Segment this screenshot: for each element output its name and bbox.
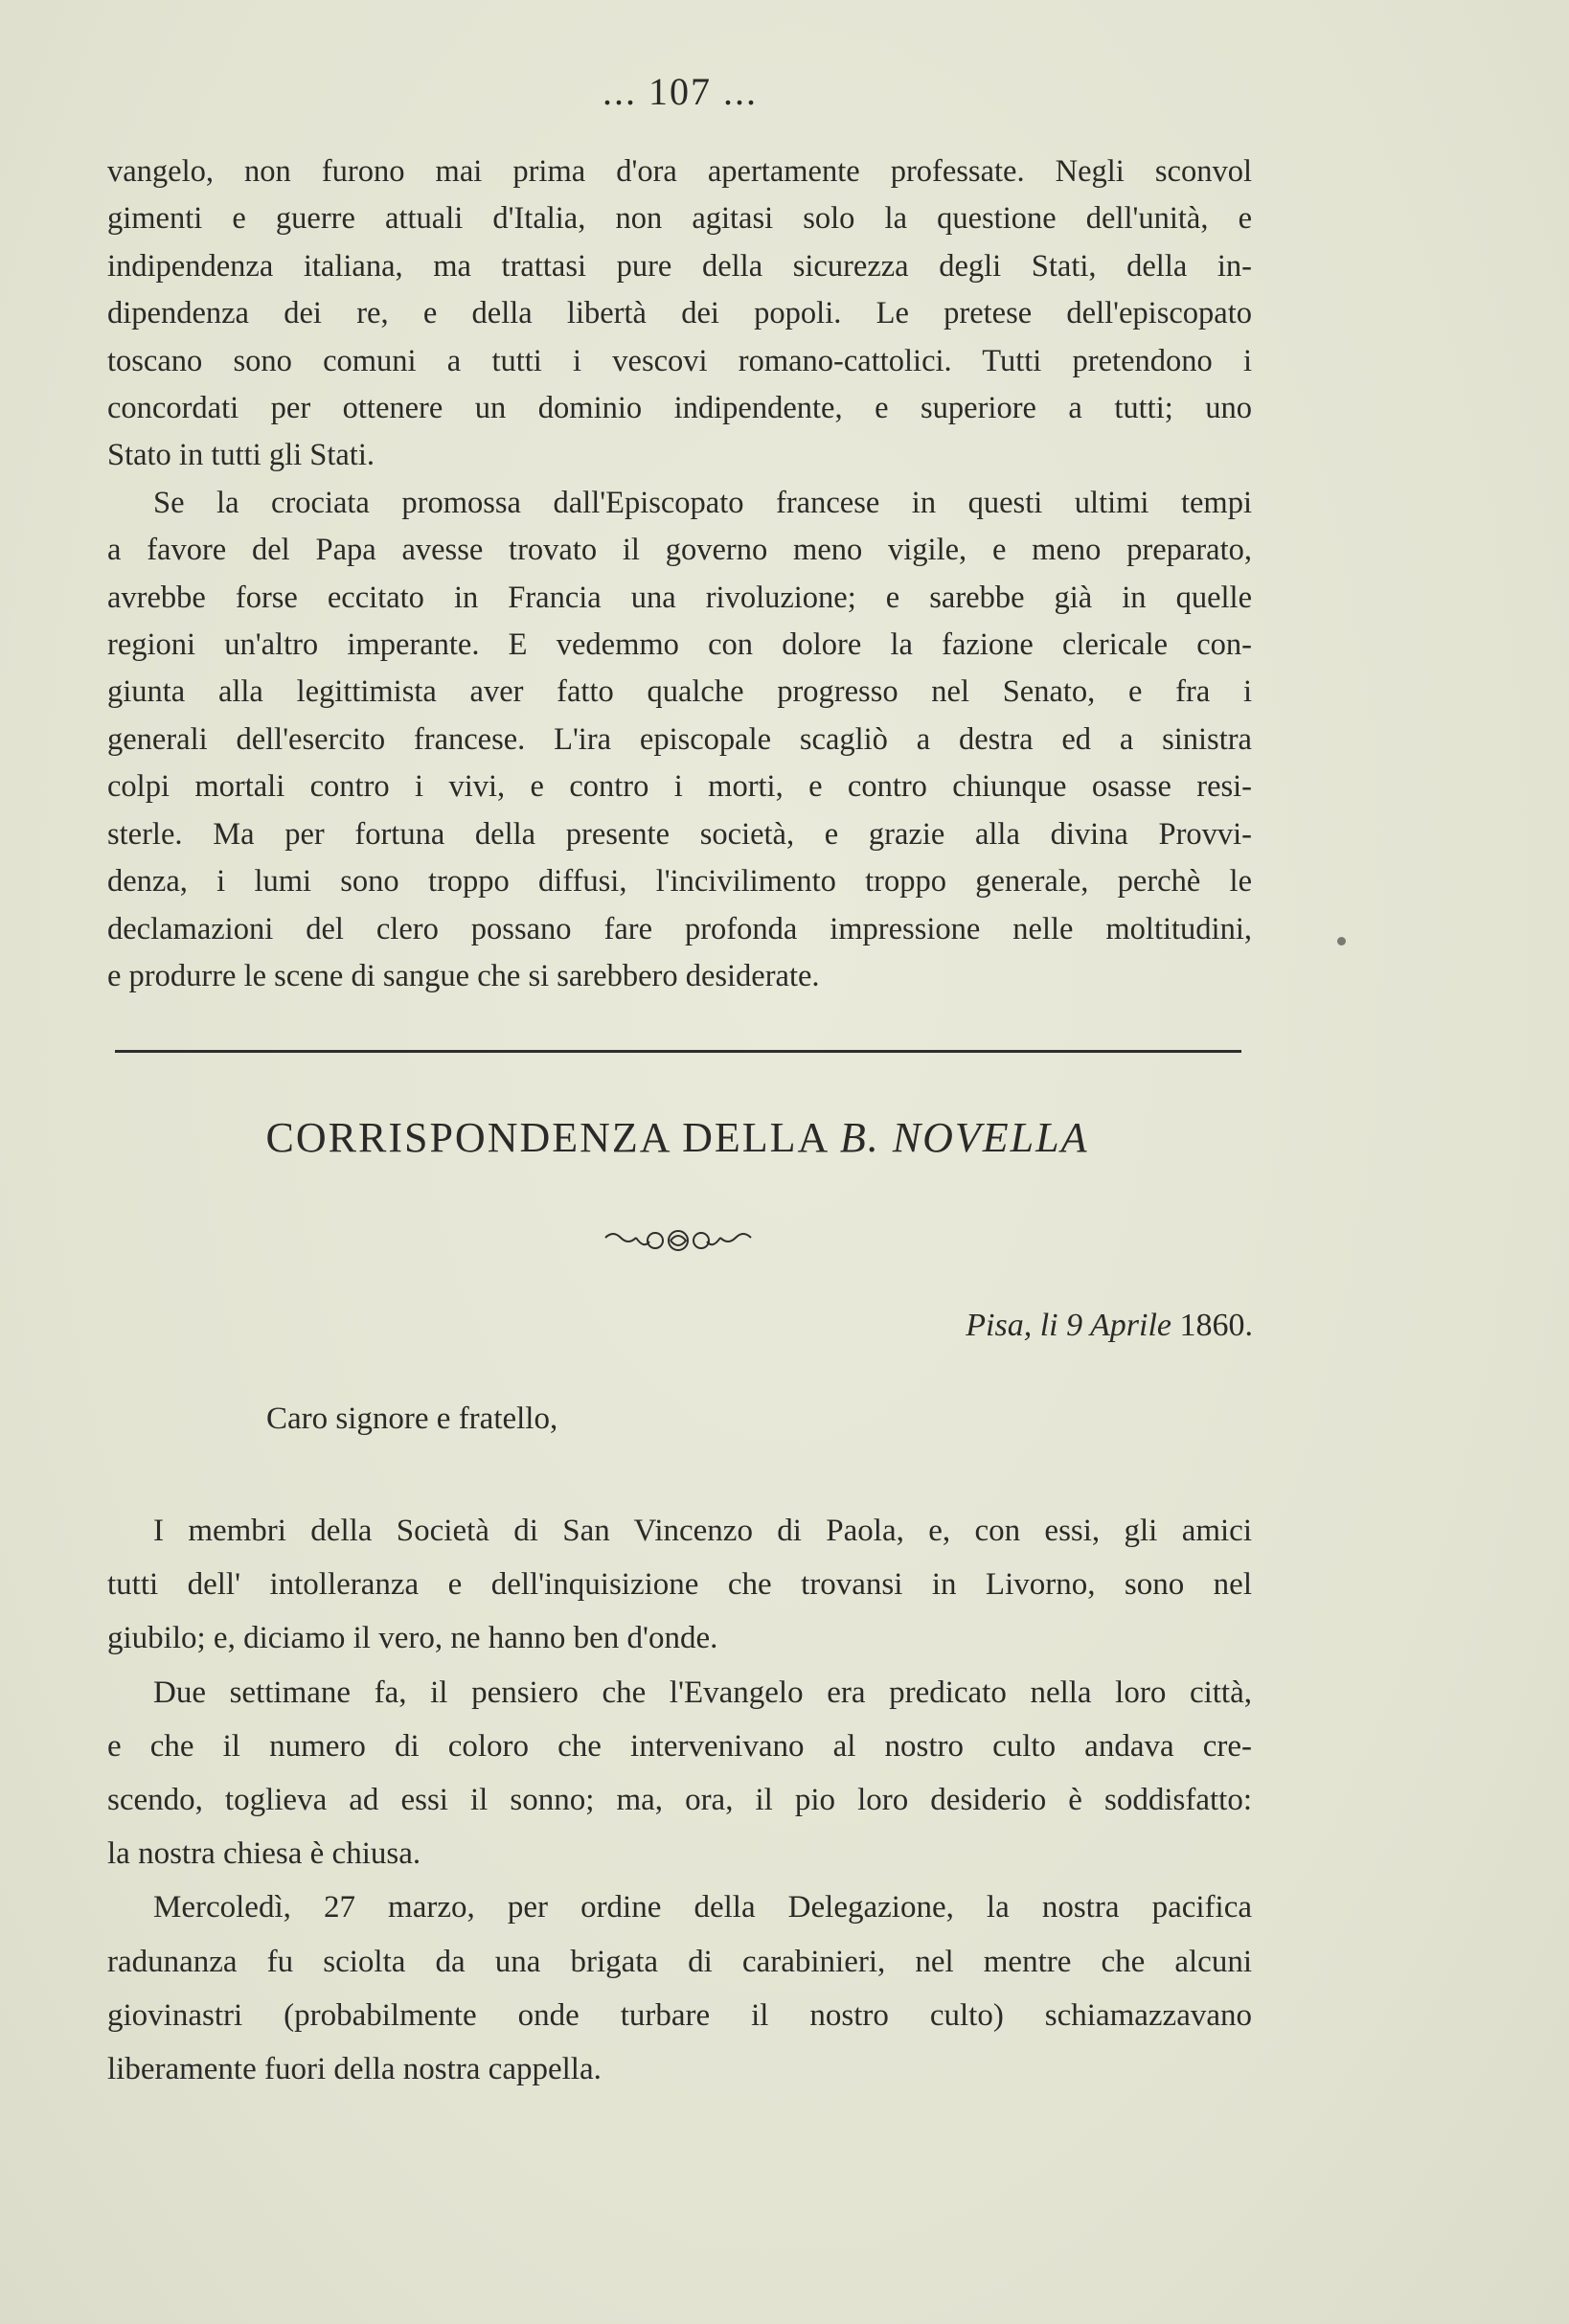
heading-main: CORRISPONDENZA DELLA	[265, 1114, 828, 1161]
text-line: denza, i lumi sono troppo diffusi, l'incivilimento troppo generale, perchè le	[107, 864, 1252, 900]
section-divider	[115, 1050, 1241, 1053]
salutation: Caro signore e fratello,	[266, 1401, 558, 1436]
text-line: giovinastri (probabilmente onde turbare il nostro culto) schiamazzavano	[107, 1997, 1252, 2033]
text-line: tutti dell' intolleranza e dell'inquisizione che trovansi in Livorno, sono nel	[107, 1567, 1252, 1603]
text-line: generali dell'esercito francese. L'ira episcopale scagliò a destra ed a sinistra	[107, 721, 1252, 757]
text-line: concordati per ottenere un dominio indipendente, e superiore a tutti; uno	[107, 391, 1252, 426]
text-line: e produrre le scene di sangue che si sarebbero desiderate.	[107, 958, 820, 993]
text-line: giubilo; e, diciamo il vero, ne hanno ben d'onde.	[107, 1621, 718, 1656]
text-line: Due settimane fa, il pensiero che l'Evangelo era predicato nella loro città,	[153, 1675, 1252, 1710]
text-line: Stato in tutti gli Stati.	[107, 438, 375, 473]
page-number: ... 107 ...	[603, 70, 758, 113]
text-line: avrebbe forse eccitato in Francia una rivoluzione; e sarebbe già in quelle	[107, 580, 1252, 615]
text-line: regioni un'altro imperante. E vedemmo con dolore la fazione clericale con-	[107, 627, 1252, 663]
text-line: Mercoledì, 27 marzo, per ordine della Delegazione, la nostra pacifica	[153, 1890, 1252, 1925]
text-line: a favore del Papa avesse trovato il governo meno vigile, e meno preparato,	[107, 533, 1252, 568]
dateline-place-date: Pisa, li 9 Aprile	[966, 1308, 1171, 1343]
text-block-top	[107, 148, 1252, 1000]
text-line: e che il numero di coloro che intervenivano al nostro culto andava cre-	[107, 1728, 1252, 1764]
text-line: giunta alla legittimista aver fatto qualche progresso nel Senato, e fra i	[107, 674, 1252, 710]
text-line: gimenti e guerre attuali d'Italia, non agitasi solo la questione dell'unità, e	[107, 201, 1252, 237]
text-line: vangelo, non furono mai prima d'ora apertamente professate. Negli sconvol	[107, 154, 1252, 189]
dateline	[843, 1308, 1253, 1344]
section-heading	[0, 1113, 1354, 1162]
text-line: dipendenza dei re, e della libertà dei popoli. Le pretese dell'episcopato	[107, 296, 1252, 331]
heading-italic: B. NOVELLA	[839, 1114, 1089, 1161]
text-line: indipendenza italiana, ma trattasi pure della sicurezza degli Stati, della in-	[107, 248, 1252, 284]
text-line: Se la crociata promossa dall'Episcopato francese in questi ultimi tempi	[153, 485, 1252, 520]
text-line: radunanza fu sciolta da una brigata di carabinieri, nel mentre che alcuni	[107, 1944, 1252, 1979]
text-line: I membri della Società di San Vincenzo di Paola, e, con essi, gli amici	[153, 1514, 1252, 1548]
text-line: la nostra chiesa è chiusa.	[107, 1836, 421, 1872]
text-block-bottom	[107, 1504, 1252, 2096]
text-line: colpi mortali contro i vivi, e contro i morti, e contro chiunque osasse resi-	[107, 769, 1252, 805]
text-line: scendo, toglieva ad essi il sonno; ma, ora, il pio loro desiderio è soddisfatto:	[107, 1783, 1252, 1818]
dateline-year: 1860.	[1179, 1308, 1253, 1343]
text-line: toscano sono comuni a tutti i vescovi romano-cattolici. Tutti pretendono i	[107, 343, 1252, 378]
ornament-icon	[602, 1226, 755, 1255]
text-line: sterle. Ma per fortuna della presente società, e grazie alla divina Provvi-	[107, 816, 1252, 852]
text-line: liberamente fuori della nostra cappella.	[107, 2052, 602, 2087]
ink-speck	[1337, 937, 1346, 946]
text-line: declamazioni del clero possano fare profonda impressione nelle moltitudini,	[107, 911, 1252, 946]
